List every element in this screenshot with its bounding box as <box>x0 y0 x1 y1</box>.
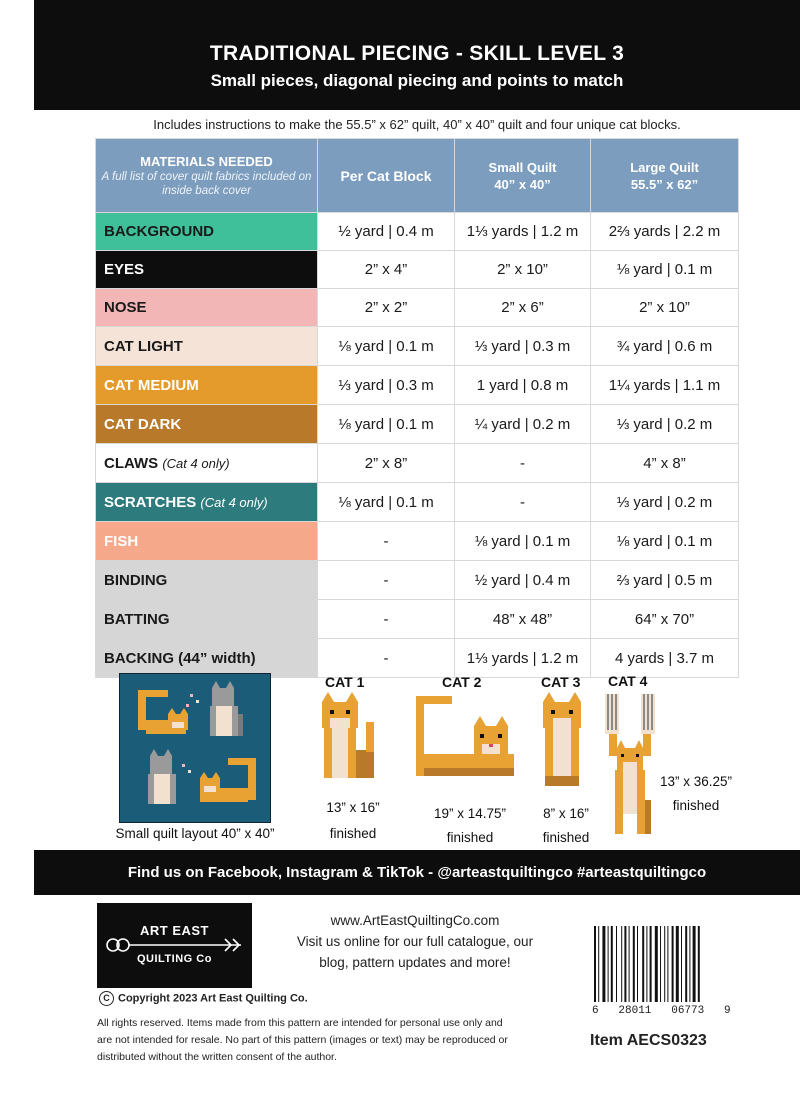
table-row <box>96 213 739 251</box>
materials-header-note: A full list of cover quilt fabrics included on inside back cover <box>101 171 312 197</box>
cat-3-image <box>539 692 589 792</box>
barcode-bar <box>693 926 696 1002</box>
barcode-bar <box>672 926 674 1002</box>
cell-large: ⅓ yard | 0.2 m <box>591 405 739 444</box>
cell-per-cat: ⅓ yard | 0.3 m <box>318 366 455 405</box>
barcode-bar <box>598 926 599 1002</box>
cat-2-size: 19” x 14.75” <box>433 806 507 821</box>
cat-4-label: CAT 4 <box>608 673 648 689</box>
cat-1-label: CAT 1 <box>325 674 365 690</box>
material-label <box>96 327 318 366</box>
layout-caption: Small quilt layout 40” x 40” <box>115 826 275 841</box>
includes-text: Includes instructions to make the 55.5” x 62” quilt, 40” x 40” quilt and four unique cat blocks. <box>153 117 681 132</box>
table-row <box>96 600 739 639</box>
small-quilt-illustration <box>120 674 270 822</box>
material-label <box>96 366 318 405</box>
cell-large: ⅓ yard | 0.2 m <box>591 483 739 522</box>
small-quilt-layout-image <box>119 673 271 823</box>
cell-per-cat: - <box>318 522 455 561</box>
cat-2-label: CAT 2 <box>442 674 482 690</box>
cell-small: 1⅓ yards | 1.2 m <box>455 213 591 251</box>
cat-2-finished: finished <box>446 830 494 845</box>
cell-small: ½ yard | 0.4 m <box>455 561 591 600</box>
cell-per-cat: ⅛ yard | 0.1 m <box>318 483 455 522</box>
website-line-2: Visit us online for our full catalogue, our <box>296 934 534 949</box>
small-quilt-header-size: 40” x 40” <box>494 176 551 192</box>
material-label <box>96 405 318 444</box>
per-cat-header: Per Cat Block <box>318 139 455 213</box>
cat-3-finished: finished <box>542 830 590 845</box>
barcode-bar <box>624 926 626 1002</box>
cell-small: ⅛ yard | 0.1 m <box>455 522 591 561</box>
table-row <box>96 405 739 444</box>
large-quilt-header <box>591 139 739 213</box>
copyright-line <box>99 991 308 1006</box>
cat-2-image <box>412 692 522 792</box>
logo-line-2: QUILTING Co <box>137 953 212 965</box>
cell-per-cat: 2” x 4” <box>318 251 455 289</box>
table-row <box>96 251 739 289</box>
rights-text <box>97 1015 557 1066</box>
barcode-bar <box>664 926 665 1002</box>
cell-large: 2⅔ yards | 2.2 m <box>591 213 739 251</box>
barcode-bar <box>629 926 630 1002</box>
barcode-bar <box>637 926 638 1002</box>
cat-4-image <box>601 690 661 840</box>
cell-large: ⅔ yard | 0.5 m <box>591 561 739 600</box>
small-quilt-header-name: Small Quilt <box>488 159 557 175</box>
material-name: CLAWS <box>104 454 159 472</box>
material-name: FISH <box>104 532 139 550</box>
material-label <box>96 483 318 522</box>
cell-small: 1⅓ yards | 1.2 m <box>455 639 591 678</box>
cat-3-size: 8” x 16” <box>543 806 589 821</box>
material-name: NOSE <box>104 299 147 316</box>
barcode-bar <box>660 926 661 1002</box>
cell-large: ⅛ yard | 0.1 m <box>591 251 739 289</box>
large-quilt-header-name: Large Quilt <box>630 159 699 175</box>
pattern-subtitle: Small pieces, diagonal piecing and points to match <box>210 71 624 90</box>
materials-header-title: MATERIALS NEEDED <box>140 154 273 169</box>
material-note: (Cat 4 only) <box>162 455 230 471</box>
cell-per-cat: - <box>318 639 455 678</box>
website-url[interactable]: www.ArtEastQuiltingCo.com <box>330 913 500 928</box>
cell-small: 48” x 48” <box>455 600 591 639</box>
material-label <box>96 251 318 289</box>
material-name: BACKGROUND <box>104 223 214 240</box>
material-name: EYES <box>104 261 145 278</box>
cell-large: 4 yards | 3.7 m <box>591 639 739 678</box>
cell-large: 1¼ yards | 1.1 m <box>591 366 739 405</box>
cell-per-cat: 2” x 2” <box>318 289 455 327</box>
cell-per-cat: ⅛ yard | 0.1 m <box>318 405 455 444</box>
barcode-bar <box>667 926 668 1002</box>
cell-large: 2” x 10” <box>591 289 739 327</box>
material-label <box>96 289 318 327</box>
art-east-logo <box>97 903 252 988</box>
material-name: BINDING <box>104 571 168 589</box>
cell-small: 2” x 6” <box>455 289 591 327</box>
barcode-bar <box>642 926 644 1002</box>
cat-4-size: 13” x 36.25” <box>659 774 733 789</box>
cell-small: 2” x 10” <box>455 251 591 289</box>
cell-per-cat: ½ yard | 0.4 m <box>318 213 455 251</box>
barcode-bar <box>650 926 652 1002</box>
rights-line-2: are not intended for resale. No part of this pattern (images or text) may be reproduced or <box>97 1034 508 1046</box>
material-name: CAT MEDIUM <box>104 376 199 394</box>
table-row <box>96 366 739 405</box>
cell-small: - <box>455 444 591 483</box>
barcode-bar <box>616 926 617 1002</box>
rights-line-1: All rights reserved. Items made from this pattern are intended for personal use only and <box>97 1017 503 1029</box>
barcode-bar <box>681 926 682 1002</box>
table-row <box>96 327 739 366</box>
barcode-bar <box>689 926 690 1002</box>
cat-4-finished: finished <box>672 798 720 813</box>
pattern-title: TRADITIONAL PIECING - SKILL LEVEL 3 <box>209 42 625 65</box>
website-block <box>280 910 550 973</box>
cell-per-cat: - <box>318 561 455 600</box>
cat-1-image <box>316 692 386 792</box>
cell-small: ⅓ yard | 0.3 m <box>455 327 591 366</box>
material-label <box>96 561 318 600</box>
barcode-bar <box>698 926 700 1002</box>
material-label <box>96 444 318 483</box>
social-banner: Find us on Facebook, Instagram & TikTok - @arteastquiltingco #arteastquiltingco <box>34 850 800 895</box>
material-name: BATTING <box>104 610 170 628</box>
cell-large: 64” x 70” <box>591 600 739 639</box>
rights-line-3: distributed without the written consent of the author. <box>97 1051 337 1063</box>
cell-large: 4” x 8” <box>591 444 739 483</box>
barcode-bar <box>611 926 613 1002</box>
material-label <box>96 639 318 678</box>
barcode-bar <box>621 926 622 1002</box>
item-number: Item AECS0323 <box>590 1032 707 1049</box>
cell-small: ¼ yard | 0.2 m <box>455 405 591 444</box>
barcode-bar <box>685 926 687 1002</box>
cell-small: 1 yard | 0.8 m <box>455 366 591 405</box>
material-name: CAT DARK <box>104 415 182 433</box>
barcode-bar <box>594 926 596 1002</box>
material-name: SCRATCHES <box>104 493 197 511</box>
logo-line-1: ART EAST <box>137 923 212 938</box>
cell-small: - <box>455 483 591 522</box>
material-name: BACKING (44” width) <box>104 649 256 667</box>
table-header-row <box>96 139 739 213</box>
large-quilt-header-size: 55.5” x 62” <box>630 176 699 192</box>
barcode-icon <box>592 926 730 1004</box>
table-row <box>96 639 739 678</box>
material-note: (Cat 4 only) <box>200 494 268 510</box>
table-row <box>96 483 739 522</box>
cell-per-cat: 2” x 8” <box>318 444 455 483</box>
material-name: CAT LIGHT <box>104 337 183 355</box>
cell-large: ⅛ yard | 0.1 m <box>591 522 739 561</box>
barcode-bar <box>676 926 679 1002</box>
copyright-icon: C <box>99 991 114 1006</box>
cat-3-label: CAT 3 <box>541 674 581 690</box>
cell-per-cat: - <box>318 600 455 639</box>
material-label <box>96 522 318 561</box>
barcode-digits: 6 28011 06773 9 <box>592 1005 731 1017</box>
material-label <box>96 600 318 639</box>
materials-header <box>96 139 318 213</box>
small-quilt-header <box>455 139 591 213</box>
table-row <box>96 289 739 327</box>
website-line-3: blog, pattern updates and more! <box>319 955 511 970</box>
cell-per-cat: ⅛ yard | 0.1 m <box>318 327 455 366</box>
copyright-text: Copyright 2023 Art East Quilting Co. <box>118 992 308 1005</box>
table-row <box>96 444 739 483</box>
cell-large: ¾ yard | 0.6 m <box>591 327 739 366</box>
table-row <box>96 561 739 600</box>
barcode-bar <box>646 926 647 1002</box>
header-banner <box>34 0 800 110</box>
barcode-bar <box>602 926 605 1002</box>
barcode-bar <box>655 926 658 1002</box>
barcode-bar <box>608 926 609 1002</box>
cat-1-size: 13” x 16” <box>326 800 380 815</box>
materials-table <box>95 138 739 678</box>
cat-1-finished: finished <box>329 826 377 841</box>
material-label <box>96 213 318 251</box>
table-row <box>96 522 739 561</box>
barcode-bar <box>633 926 635 1002</box>
